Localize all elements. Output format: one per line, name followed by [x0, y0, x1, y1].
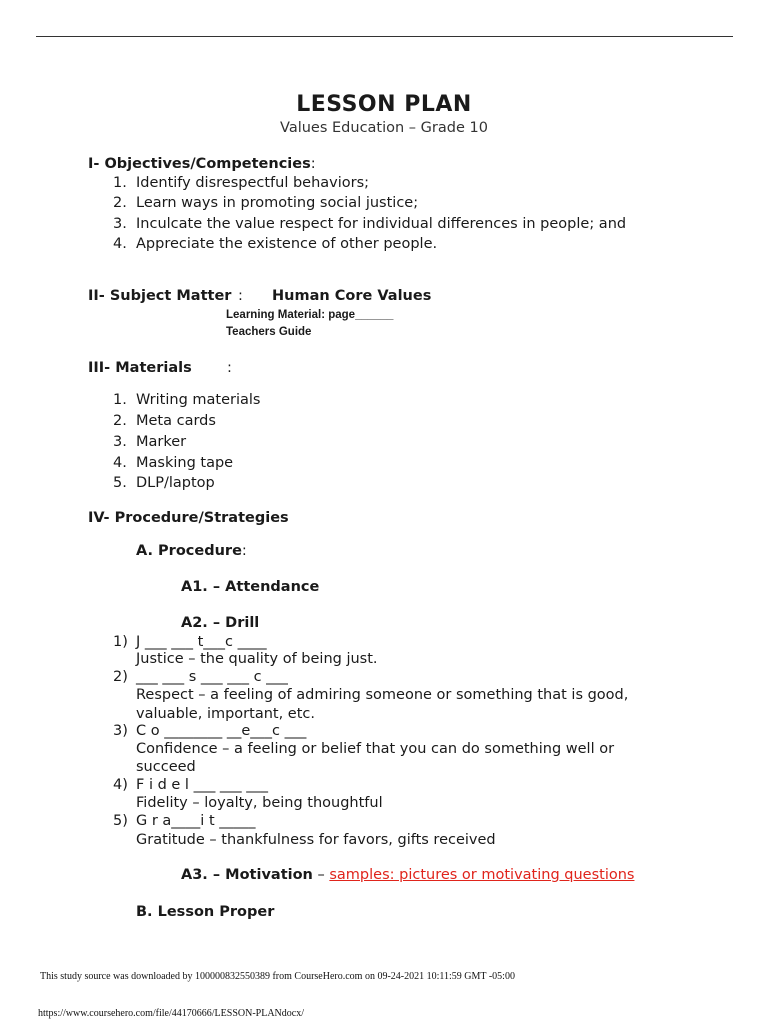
material-item: Marker [136, 434, 187, 450]
drill-number: 2) [113, 669, 128, 685]
objective-item: Identify disrespectful behaviors; [136, 175, 370, 191]
subject-matter-value: Human Core Values [272, 288, 432, 304]
attendance-heading: A1. – Attendance [181, 579, 320, 595]
material-item: Meta cards [136, 413, 216, 429]
material-number: 4. [113, 455, 127, 471]
drill-number: 4) [113, 777, 128, 793]
drill-heading: A2. – Drill [181, 615, 260, 631]
drill-answer: Respect – a feeling of admiring someone or something that is good, [136, 687, 629, 703]
drill-puzzle: C o ________ __e___c ___ [136, 723, 307, 739]
procedure-heading: IV- Procedure/Strategies [88, 510, 289, 526]
motivation-samples-link[interactable]: samples: pictures or motivating questions [329, 867, 635, 883]
material-number: 1. [113, 392, 127, 408]
drill-puzzle: G r a____i t _____ [136, 813, 256, 829]
subject-matter-heading: II- Subject Matter [88, 288, 232, 304]
objective-item: Appreciate the existence of other people. [136, 236, 438, 252]
document-title: LESSON PLAN [296, 92, 472, 117]
drill-answer-continued: valuable, important, etc. [136, 706, 315, 722]
drill-puzzle: F i d e l ___ ___ ___ [136, 777, 269, 793]
drill-number: 1) [113, 634, 128, 650]
objective-number: 1. [113, 175, 127, 191]
material-number: 2. [113, 413, 127, 429]
learning-material: Learning Material: page______ [226, 309, 394, 321]
drill-number: 3) [113, 723, 128, 739]
top-rule [36, 36, 733, 37]
drill-answer-continued: succeed [136, 759, 196, 775]
materials-colon: : [227, 360, 232, 376]
material-item: Writing materials [136, 392, 261, 408]
subject-matter-colon: : [238, 288, 243, 304]
document-subtitle: Values Education – Grade 10 [280, 120, 488, 136]
drill-puzzle: ___ ___ s ___ ___ c ___ [136, 669, 288, 685]
objectives-heading: I- Objectives/Competencies: [88, 156, 316, 172]
motivation-line: A3. – Motivation – samples: pictures or motivating questions [181, 867, 635, 883]
material-number: 3. [113, 434, 127, 450]
drill-answer: Confidence – a feeling or belief that you can do something well or [136, 741, 615, 757]
procedure-a-heading: A. Procedure: [136, 543, 247, 559]
teachers-guide: Teachers Guide [226, 326, 312, 338]
drill-puzzle: J ___ ___ t___c ____ [136, 634, 267, 650]
objective-number: 3. [113, 216, 127, 232]
objective-number: 2. [113, 195, 127, 211]
source-url-link[interactable]: https://www.coursehero.com/file/44170666/LESSON-PLANdocx/ [38, 1008, 304, 1019]
objective-item: Inculcate the value respect for individual differences in people; and [136, 216, 627, 232]
material-number: 5. [113, 475, 127, 491]
material-item: Masking tape [136, 455, 234, 471]
objective-item: Learn ways in promoting social justice; [136, 195, 419, 211]
material-item: DLP/laptop [136, 475, 215, 491]
download-notice: This study source was downloaded by 100000832550389 from CourseHero.com on 09-24-2021 10:11:59 GMT -05:00 [40, 971, 515, 982]
lesson-proper-heading: B. Lesson Proper [136, 904, 275, 920]
drill-number: 5) [113, 813, 128, 829]
objective-number: 4. [113, 236, 127, 252]
materials-heading: III- Materials [88, 360, 192, 376]
drill-answer: Gratitude – thankfulness for favors, gifts received [136, 832, 496, 848]
drill-answer: Justice – the quality of being just. [136, 651, 378, 667]
drill-answer: Fidelity – loyalty, being thoughtful [136, 795, 383, 811]
